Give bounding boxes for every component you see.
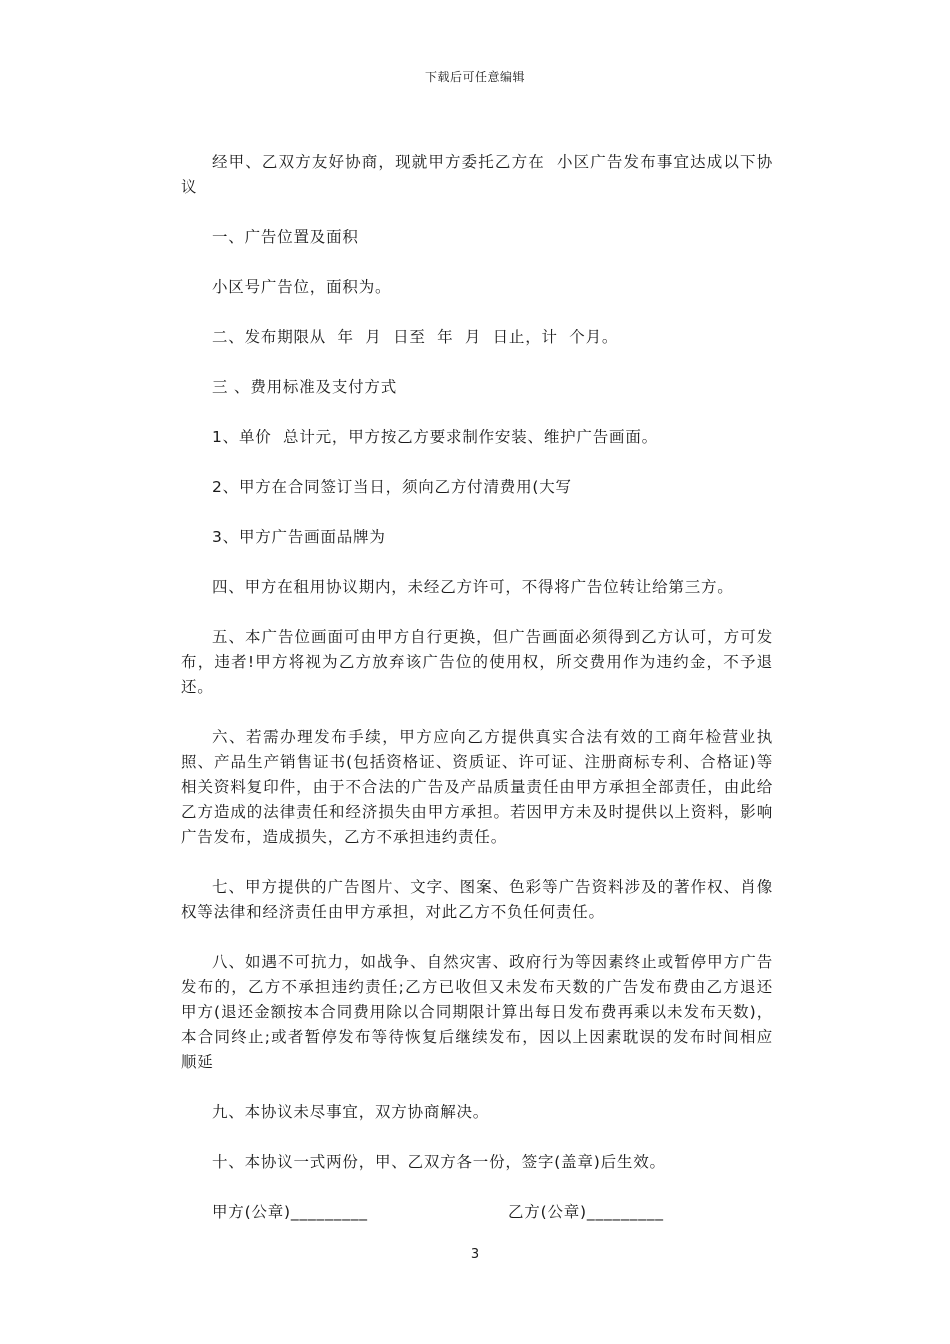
page-number: 3 — [470, 1247, 480, 1262]
clause-3-item-2: 2、甲方在合同签订当日，须向乙方付清费用(大写 — [212, 478, 572, 496]
signature-row — [181, 1200, 773, 1225]
party-b-signature: 乙方(公章)_________ — [508, 1203, 664, 1221]
clause-10: 十、本协议一式两份，甲、乙双方各一份，签字(盖章)后生效。 — [212, 1153, 666, 1171]
contract-body — [181, 150, 773, 1225]
party-a-signature: 甲方(公章)_________ — [212, 1203, 368, 1221]
clause-2: 二、发布期限从 年 月 日至 年 月 日止，计 个月。 — [212, 328, 619, 346]
clause-3-item-3: 3、甲方广告画面品牌为 — [212, 528, 386, 546]
page-header: 下载后可任意编辑 — [424, 70, 525, 84]
clause-4: 四、甲方在租用协议期内，未经乙方许可，不得将广告位转让给第三方。 — [212, 578, 734, 596]
clause-8: 八、如遇不可抗力，如战争、自然灾害、政府行为等因素终止或暂停甲方广告发布的，乙方不承担违约责任;乙方已收但又未发布天数的广告发布费由乙方退还甲方(退还金额按本合同费用除以合同期限计算出每日发布费再乘以未发布天数)，本合同终止;或者暂停发布等待恢复后继续发布，因以上因素耽误的发布时间相应顺延 — [181, 953, 773, 1071]
clause-5: 五、本广告位画面可由甲方自行更换，但广告画面必须得到乙方认可，方可发布，违者!甲方将视为乙方放弃该广告位的使用权，所交费用作为违约金，不予退还。 — [181, 628, 773, 696]
clause-1-detail: 小区号广告位，面积为。 — [212, 278, 392, 296]
clause-3-item-1: 1、单价 总计元，甲方按乙方要求制作安装、维护广告画面。 — [212, 428, 658, 446]
clause-6: 六、若需办理发布手续，甲方应向乙方提供真实合法有效的工商年检营业执照、产品生产销售证书(包括资格证、资质证、许可证、注册商标专利、合格证)等相关资料复印件，由于不合法的广告及产品质量责任由甲方承担全部责任，由此给乙方造成的法律责任和经济损失由甲方承担。若因甲方未及时提供以上资料，影响广告发布，造成损失，乙方不承担违约责任。 — [181, 728, 773, 846]
clause-9: 九、本协议未尽事宜，双方协商解决。 — [212, 1103, 490, 1121]
clause-7: 七、甲方提供的广告图片、文字、图案、色彩等广告资料涉及的著作权、肖像权等法律和经济责任由甲方承担，对此乙方不负任何责任。 — [181, 878, 773, 921]
clause-3-heading: 三 、费用标准及支付方式 — [212, 378, 398, 396]
intro-paragraph: 经甲、乙双方友好协商，现就甲方委托乙方在 小区广告发布事宜达成以下协议 — [181, 153, 773, 196]
clause-1-heading: 一、广告位置及面积 — [212, 228, 359, 246]
